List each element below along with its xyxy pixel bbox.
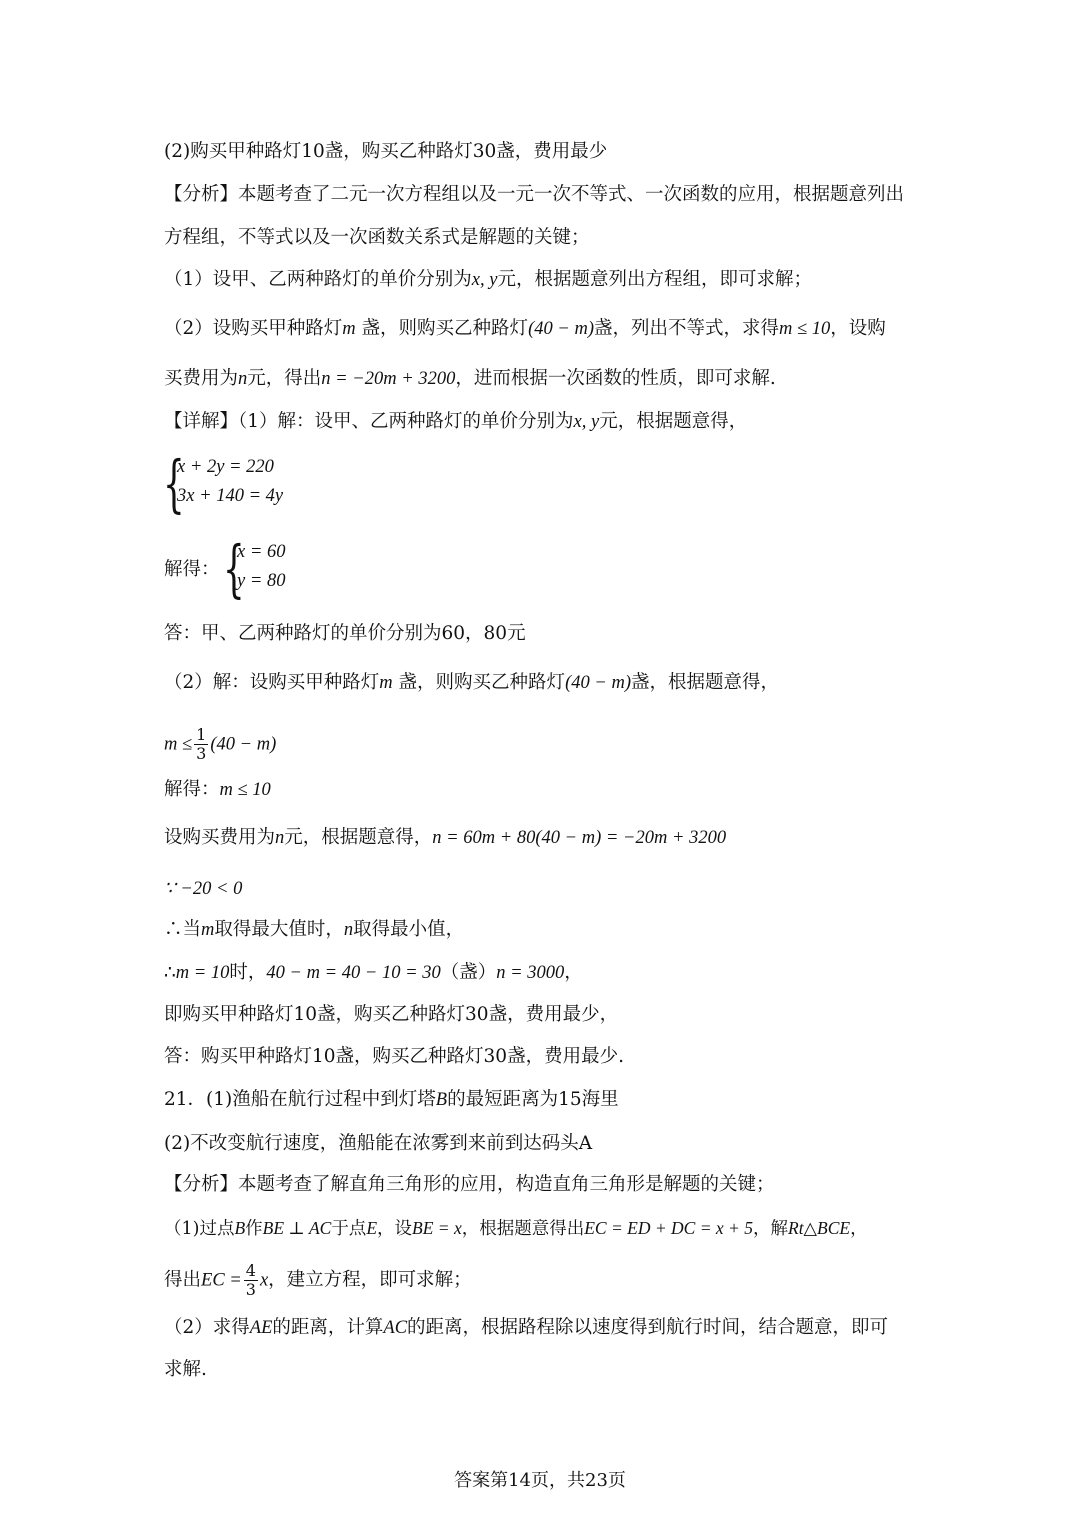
answer-21-part2: (2)不改变航行速度，渔船能在浓雾到来前到达码头A: [164, 1133, 593, 1154]
therefore-line1: ∴当m取得最大值时，n取得最小值，: [164, 919, 465, 940]
answer-20-part2: (2)购买甲种路灯10盏，购买乙种路灯30盏，费用最少: [164, 141, 608, 162]
inequality-solution: 解得：m ≤ 10: [164, 779, 271, 800]
brace-icon: {: [163, 447, 185, 520]
analysis-20-step1: （1）设甲、乙两种路灯的单价分别为x, y元，根据题意列出方程组，即可求解；: [164, 269, 812, 290]
solution-label: 解得：: [164, 559, 220, 580]
fraction-one-third: $\frac{1}{3}$: [196, 725, 207, 763]
analysis-20-line2: 方程组，不等式以及一次函数关系式是解题的关键；: [164, 227, 590, 248]
analysis-20-step2-cont: 买费用为n元，得出n = −20m + 3200，进而根据一次函数的性质，即可求解.: [164, 368, 776, 389]
analysis-21-step1-cont: 得出EC = $\frac{4}{3}$ x，建立方程，即可求解；: [164, 1261, 472, 1299]
analysis-21-line1: 【分析】本题考查了解直角三角形的应用，构造直角三角形是解题的关键；: [164, 1174, 775, 1195]
answer-20-2: 答：购买甲种路灯10盏，购买乙种路灯30盏，费用最少.: [164, 1046, 624, 1067]
answer-21-part1: 21．(1)渔船在航行过程中到灯塔B的最短距离为15海里: [164, 1089, 619, 1110]
page-footer: 答案第14页，共23页: [454, 1470, 626, 1491]
brace-icon: {: [223, 532, 245, 605]
analysis-21-step2: （2）求得AE的距离，计算AC的距离，根据路程除以速度得到航行时间，结合题意，即可: [164, 1317, 889, 1338]
analysis-20-line1: 【分析】本题考查了二元一次方程组以及一元一次不等式、一次函数的应用，根据题意列出: [164, 184, 905, 205]
conclusion-line: 即购买甲种路灯10盏，购买乙种路灯30盏，费用最少，: [164, 1004, 619, 1025]
inequality: m ≤ $\frac{1}{3}$ (40 − m): [164, 725, 277, 763]
because-line: ∵ −20 < 0: [164, 879, 243, 899]
therefore-line2: ∴m = 10时，40 − m = 40 − 10 = 30（盏）n = 3000，: [164, 962, 583, 983]
fraction-four-thirds: $\frac{4}{3}$: [245, 1261, 256, 1299]
cost-function: 设购买费用为n元，根据题意得，n = 60m + 80(40 − m) = −20m + 3200: [164, 827, 727, 848]
analysis-20-step2: （2）设购买甲种路灯m 盏，则购买乙种路灯(40 − m)盏，列出不等式，求得m ≤ 10，设购: [164, 318, 886, 339]
analysis-21-step2-cont: 求解.: [164, 1359, 207, 1380]
detail-20-part1: 【详解】（1）解：设甲、乙两种路灯的单价分别为x, y元，根据题意得，: [164, 411, 748, 432]
detail-20-part2: （2）解：设购买甲种路灯m 盏，则购买乙种路灯(40 − m)盏，根据题意得，: [164, 672, 779, 693]
analysis-21-step1: （1)过点B作BE ⊥ AC于点E，设BE = x，根据题意得出EC = ED + DC = x + 5，解Rt△BCE，: [164, 1218, 868, 1239]
answer-20-1: 答：甲、乙两种路灯的单价分别为60，80元: [164, 623, 526, 644]
